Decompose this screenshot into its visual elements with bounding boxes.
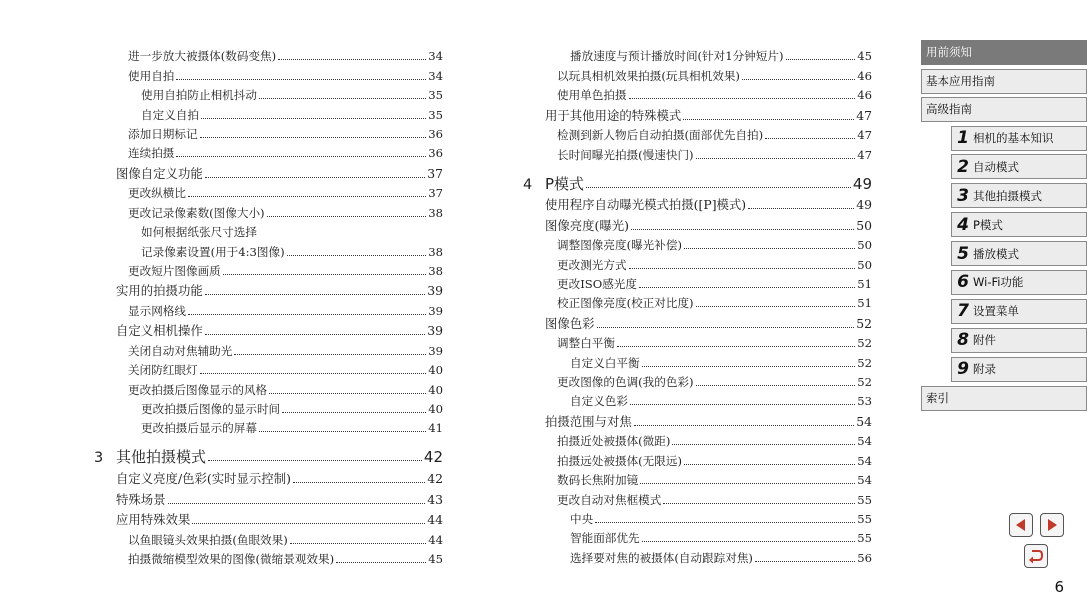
- dot-leader: [223, 274, 426, 275]
- toc-entry-title: 添加日期标记: [128, 126, 198, 141]
- sidebar-chapter-7[interactable]: [951, 299, 1087, 324]
- toc-entry-page: 40: [428, 363, 443, 378]
- toc-entry-title: 数码长焦附加镜: [557, 473, 639, 488]
- toc-entry-title: 显示网格线: [128, 303, 186, 318]
- toc-entry-page: 47: [857, 128, 872, 143]
- toc-entry[interactable]: [545, 252, 872, 271]
- toc-entry-title: 更改自动对焦框模式: [557, 492, 662, 507]
- triangle-left-icon: [1014, 518, 1028, 532]
- toc-entry-page: 51: [857, 296, 872, 311]
- dot-leader: [786, 59, 856, 60]
- chapter-label: 其他拍摄模式: [973, 188, 1042, 203]
- toc-entry[interactable]: [116, 547, 443, 566]
- toc-entry-page: 39: [427, 323, 443, 339]
- dot-leader: [188, 314, 426, 315]
- sidebar-chapter-9[interactable]: [951, 357, 1087, 382]
- toc-entry-title: 使用程序自动曝光模式拍摄([P]模式): [545, 197, 747, 213]
- sidebar-chapter-5[interactable]: [951, 241, 1087, 266]
- chapter-label: Wi-Fi功能: [973, 275, 1024, 290]
- toc-entry-page: 49: [852, 174, 872, 193]
- toc-entry[interactable]: [545, 63, 872, 82]
- chapter-number: 8: [957, 330, 969, 351]
- toc-entry-page: 38: [428, 263, 443, 278]
- toc-entry-page: 53: [857, 394, 872, 409]
- toc-entry[interactable]: [545, 350, 872, 369]
- toc-entry-page: 35: [428, 107, 443, 122]
- toc-entry[interactable]: [116, 465, 443, 486]
- dot-leader: [631, 229, 854, 230]
- toc-entry-title: 更改纵横比: [128, 186, 186, 201]
- dot-leader: [755, 561, 855, 562]
- toc-entry-title: 以玩具相机效果拍摄(玩具相机效果): [557, 68, 740, 83]
- toc-entry-title: 图像色彩: [545, 315, 595, 331]
- dot-leader: [293, 482, 425, 483]
- toc-entry[interactable]: [116, 397, 443, 416]
- toc-entry-page: 43: [427, 491, 443, 507]
- toc-entry-title: 更改记录像素数(图像大小): [128, 205, 265, 220]
- toc-entry-page: 45: [428, 551, 443, 566]
- toc-entry[interactable]: [116, 278, 443, 299]
- toc-entry-page: 50: [856, 217, 872, 233]
- toc-entry[interactable]: [116, 298, 443, 317]
- toc-entry-title: 图像自定义功能: [116, 165, 203, 181]
- dot-leader: [696, 306, 856, 307]
- toc-entry-title: 长时间曝光拍摄(慢速快门): [557, 147, 694, 162]
- chapter-label: 播放模式: [973, 246, 1019, 261]
- toc-entry[interactable]: [116, 527, 443, 546]
- toc-entry-page: 44: [427, 512, 443, 528]
- dot-leader: [672, 444, 855, 445]
- toc-entry-page: 34: [428, 49, 443, 64]
- chapter-label: 设置菜单: [973, 304, 1019, 319]
- dot-leader: [259, 98, 426, 99]
- toc-entry-page: 42: [423, 448, 443, 467]
- toc-entry-page: 36: [428, 126, 443, 141]
- page-number: 6: [1054, 578, 1064, 596]
- toc-entry[interactable]: [116, 507, 443, 528]
- toc-entry[interactable]: [545, 429, 872, 448]
- dot-leader: [205, 177, 425, 178]
- dot-leader: [287, 255, 427, 256]
- toc-entry[interactable]: [545, 487, 872, 506]
- toc-entry-page: 47: [856, 107, 872, 123]
- toc-entry-page: 38: [428, 244, 443, 259]
- toc-entry-title: P模式: [545, 174, 585, 193]
- toc-entry-page: 55: [857, 512, 872, 526]
- toc-entry-title: 拍摄范围与对焦: [545, 414, 632, 430]
- dot-leader: [765, 138, 855, 139]
- dot-leader: [269, 393, 426, 394]
- toc-entry[interactable]: [545, 142, 872, 161]
- toc-entry[interactable]: [545, 545, 872, 564]
- toc-entry-page: 41: [428, 421, 443, 436]
- toc-entry-page: 55: [857, 531, 872, 546]
- chapter-label: 相机的基本知识: [973, 131, 1054, 145]
- toc-entry-title: 更改拍摄后图像的显示时间: [141, 402, 281, 417]
- toc-entry-title: 记录像素设置(用于4:3图像): [141, 244, 285, 259]
- sidebar-chapter-list: [921, 126, 1087, 382]
- toc-entry[interactable]: [545, 272, 872, 291]
- toc-entry-title: 自定义自拍: [141, 107, 199, 122]
- toc-entry[interactable]: [545, 370, 872, 389]
- toc-entry[interactable]: [116, 200, 443, 219]
- dot-leader: [630, 404, 855, 405]
- toc-entry-title: 校正图像亮度(校正对比度): [557, 296, 694, 311]
- toc-entry-title: 如何根据纸张尺寸选择: [141, 225, 257, 240]
- toc-entry-title: 更改短片图像画质: [128, 263, 221, 278]
- toc-entry-page: 55: [857, 492, 872, 507]
- dot-leader: [684, 248, 855, 249]
- toc-column-middle: [523, 44, 872, 565]
- dot-leader: [642, 541, 856, 542]
- toc-entry-page: 37: [428, 186, 443, 201]
- toc-entry-title: 应用特殊效果: [116, 512, 191, 528]
- toc-entry-page: 54: [857, 434, 872, 449]
- toc-entry[interactable]: [116, 63, 443, 82]
- toc-entry-title: 关闭自动对焦辅助光: [128, 343, 233, 358]
- toc-entry-title: 特殊场景: [116, 491, 166, 507]
- toc-entry-title: 图像亮度(曝光): [545, 217, 630, 233]
- toc-entry-title: 更改拍摄后图像显示的风格: [128, 382, 268, 397]
- toc-entry-page: 35: [428, 88, 443, 103]
- toc-entry[interactable]: [116, 220, 443, 239]
- dot-leader: [205, 294, 425, 295]
- toc-entry[interactable]: [545, 291, 872, 310]
- toc-entry[interactable]: [116, 122, 443, 141]
- toc-entry-title: 智能面部优先: [570, 531, 640, 546]
- sidebar-chapter-8[interactable]: [951, 328, 1087, 353]
- toc-entry-page: 40: [428, 402, 443, 417]
- toc-entry-page: 47: [857, 147, 872, 162]
- toc-entry[interactable]: [116, 83, 443, 102]
- dot-leader: [629, 268, 856, 269]
- sidebar-item-basic-guide[interactable]: 基本应用指南: [921, 69, 1087, 94]
- toc-entry-page: 40: [428, 382, 443, 397]
- dot-leader: [597, 327, 855, 328]
- dot-leader: [176, 156, 426, 157]
- chapter-number: 1: [957, 128, 969, 148]
- toc-column-left: [94, 44, 443, 566]
- dot-leader: [205, 334, 425, 335]
- dot-leader: [168, 503, 426, 504]
- chapter-label: 附件: [973, 333, 996, 348]
- toc-entry[interactable]: [116, 239, 443, 258]
- dot-leader: [200, 373, 427, 374]
- toc-entry-title: 拍摄微缩模型效果的图像(微缩景观效果): [128, 551, 335, 566]
- dot-leader: [278, 59, 426, 60]
- toc-entry[interactable]: [545, 102, 872, 123]
- toc-entry[interactable]: [545, 83, 872, 102]
- dot-leader: [176, 79, 426, 80]
- toc-entry-page: 39: [428, 303, 443, 318]
- toc-entry[interactable]: [116, 377, 443, 396]
- toc-entry-title: 更改拍摄后显示的屏幕: [141, 421, 257, 436]
- toc-entry-page: 54: [857, 453, 872, 468]
- toc-entry[interactable]: [545, 448, 872, 467]
- toc-entry[interactable]: [545, 233, 872, 252]
- toc-entry-title: 自定义亮度/色彩(实时显示控制): [116, 471, 291, 487]
- toc-entry-title: 其他拍摄模式: [116, 448, 207, 467]
- toc-entry[interactable]: [116, 102, 443, 121]
- toc-entry[interactable]: [545, 331, 872, 350]
- toc-entry-title: 使用单色拍摄: [557, 88, 627, 103]
- dot-leader: [640, 483, 855, 484]
- chapter-label: 附录: [973, 362, 996, 377]
- toc-entry-title: 更改测光方式: [557, 257, 627, 272]
- toc-entry-page: 36: [428, 146, 443, 161]
- toc-entry-title: 选择要对焦的被摄体(自动跟踪对焦): [570, 550, 753, 565]
- toc-entry-page: 42: [427, 471, 443, 487]
- dot-leader: [595, 522, 855, 523]
- toc-entry-page: 46: [857, 88, 872, 103]
- chapter-number: 7: [957, 301, 969, 322]
- toc-entry-title: 使用自拍: [128, 68, 175, 83]
- toc-entry[interactable]: [116, 358, 443, 377]
- dot-leader: [267, 216, 427, 217]
- sidebar-chapter-3[interactable]: [951, 183, 1087, 208]
- sidebar-chapter-4[interactable]: [951, 212, 1087, 237]
- toc-entry-page: 39: [428, 343, 443, 358]
- toc-entry[interactable]: [545, 526, 872, 545]
- sidebar: [921, 40, 1087, 414]
- toc-entry-page: 49: [856, 197, 872, 213]
- toc-entry-page: 50: [857, 257, 872, 272]
- toc-entry[interactable]: [116, 259, 443, 278]
- toc-entry-title: 更改ISO感光度: [557, 276, 637, 291]
- toc-entry-page: 52: [857, 355, 872, 370]
- dot-leader: [696, 385, 856, 386]
- dot-leader: [200, 137, 427, 138]
- toc-entry-title: 自定义相机操作: [116, 323, 203, 339]
- toc-entry-title: 进一步放大被摄体(数码变焦): [128, 49, 277, 64]
- toc-entry-title: 调整图像亮度(曝光补偿): [557, 238, 682, 253]
- chapter-number: 6: [957, 272, 969, 293]
- toc-entry-page: 56: [857, 550, 872, 565]
- toc-entry-title: 调整白平衡: [557, 336, 615, 351]
- toc-entry-page: 54: [857, 473, 872, 488]
- toc-entry-title: 关闭防红眼灯: [128, 363, 198, 378]
- toc-entry-title: 播放速度与预计播放时间(针对1分钟短片): [570, 49, 784, 64]
- chapter-number: 4: [523, 176, 533, 193]
- dot-leader: [639, 287, 855, 288]
- toc-entry[interactable]: [116, 141, 443, 160]
- toc-entry-page: 46: [857, 68, 872, 83]
- sidebar-item-before-use[interactable]: 用前须知: [921, 40, 1087, 65]
- toc-entry-page: 34: [428, 68, 443, 83]
- toc-entry[interactable]: [545, 123, 872, 142]
- triangle-right-icon: [1045, 518, 1059, 532]
- dot-leader: [634, 425, 854, 426]
- toc-entry-title: 用于其他用途的特殊模式: [545, 107, 682, 123]
- chapter-number: 9: [957, 359, 969, 380]
- dot-leader: [290, 543, 426, 544]
- dot-leader: [663, 503, 855, 504]
- toc-entry-title: 自定义白平衡: [570, 355, 640, 370]
- sidebar-chapter-6[interactable]: [951, 270, 1087, 295]
- toc-entry-title: 连续拍摄: [128, 146, 175, 161]
- toc-entry-page: 38: [428, 205, 443, 220]
- toc-entry-page: 52: [857, 336, 872, 351]
- dot-leader: [683, 119, 854, 120]
- toc-chapter-entry[interactable]: [523, 162, 872, 193]
- chapter-number: 2: [957, 156, 969, 177]
- toc-entry-page: 52: [857, 375, 872, 390]
- prev-page-button[interactable]: [1009, 513, 1033, 537]
- toc-entry-page: 50: [857, 238, 872, 253]
- dot-leader: [234, 354, 426, 355]
- dot-leader: [742, 79, 855, 80]
- toc-entry-page: 52: [856, 315, 872, 331]
- toc-entry-title: 以鱼眼镜头效果拍摄(鱼眼效果): [128, 532, 288, 547]
- toc-entry[interactable]: [116, 486, 443, 507]
- dot-leader: [617, 346, 855, 347]
- sidebar-item-advanced-guide[interactable]: 高级指南: [921, 97, 1087, 122]
- toc-entry-title: 检测到新人物后自动拍摄(面部优先自拍): [557, 128, 764, 143]
- dot-leader: [586, 187, 851, 188]
- toc-entry[interactable]: [545, 212, 872, 233]
- toc-entry-title: 拍摄远处被摄体(无限远): [557, 453, 682, 468]
- toc-entry[interactable]: [545, 44, 872, 63]
- toc-entry[interactable]: [545, 192, 872, 213]
- dot-leader: [208, 460, 422, 461]
- toc-chapter-entry[interactable]: [94, 435, 443, 467]
- dot-leader: [684, 464, 855, 465]
- dot-leader: [642, 366, 856, 367]
- toc-entry[interactable]: [545, 408, 872, 429]
- toc-entry-title: 中央: [570, 512, 594, 526]
- toc-entry-page: 54: [856, 414, 872, 430]
- back-button[interactable]: [1024, 544, 1048, 568]
- toc-entry[interactable]: [116, 44, 443, 63]
- next-page-button[interactable]: [1040, 513, 1064, 537]
- dot-leader: [748, 208, 854, 209]
- toc-entry-title: 自定义色彩: [570, 394, 628, 409]
- toc-entry[interactable]: [116, 338, 443, 357]
- toc-entry[interactable]: [545, 389, 872, 408]
- chapter-label: P模式: [973, 217, 1003, 232]
- dot-leader: [259, 431, 426, 432]
- toc-entry[interactable]: [116, 181, 443, 200]
- chapter-number: 3: [957, 185, 969, 206]
- chapter-number: 4: [957, 214, 969, 235]
- toc-entry[interactable]: [545, 507, 872, 526]
- toc-entry-page: 51: [857, 276, 872, 291]
- dot-leader: [201, 118, 426, 119]
- toc-entry-page: 39: [427, 283, 443, 299]
- toc-entry-title: 使用自拍防止相机抖动: [141, 88, 257, 103]
- dot-leader: [629, 98, 856, 99]
- sidebar-chapter-2[interactable]: [951, 154, 1087, 179]
- chapter-number: 3: [94, 450, 104, 467]
- toc-entry[interactable]: [545, 310, 872, 331]
- toc-entry[interactable]: [116, 160, 443, 181]
- chapter-number: 5: [957, 243, 969, 264]
- toc-entry[interactable]: [116, 416, 443, 435]
- dot-leader: [336, 562, 426, 563]
- toc-entry-title: 实用的拍摄功能: [116, 283, 203, 299]
- toc-entry-page: 45: [857, 49, 872, 64]
- sidebar-chapter-1[interactable]: [951, 126, 1087, 151]
- toc-entry-page: 44: [428, 532, 443, 547]
- return-arrow-icon: [1028, 548, 1044, 564]
- toc-entry[interactable]: [116, 318, 443, 339]
- dot-leader: [188, 196, 426, 197]
- dot-leader: [696, 158, 856, 159]
- dot-leader: [282, 412, 426, 413]
- toc-entry-page: 37: [427, 165, 443, 181]
- toc-entry-title: 拍摄近处被摄体(微距): [557, 434, 671, 449]
- dot-leader: [192, 523, 425, 524]
- toc-entry[interactable]: [545, 468, 872, 487]
- sidebar-item-index[interactable]: 索引: [921, 386, 1087, 411]
- chapter-label: 自动模式: [973, 159, 1019, 174]
- toc-entry-title: 更改图像的色调(我的色彩): [557, 375, 694, 390]
